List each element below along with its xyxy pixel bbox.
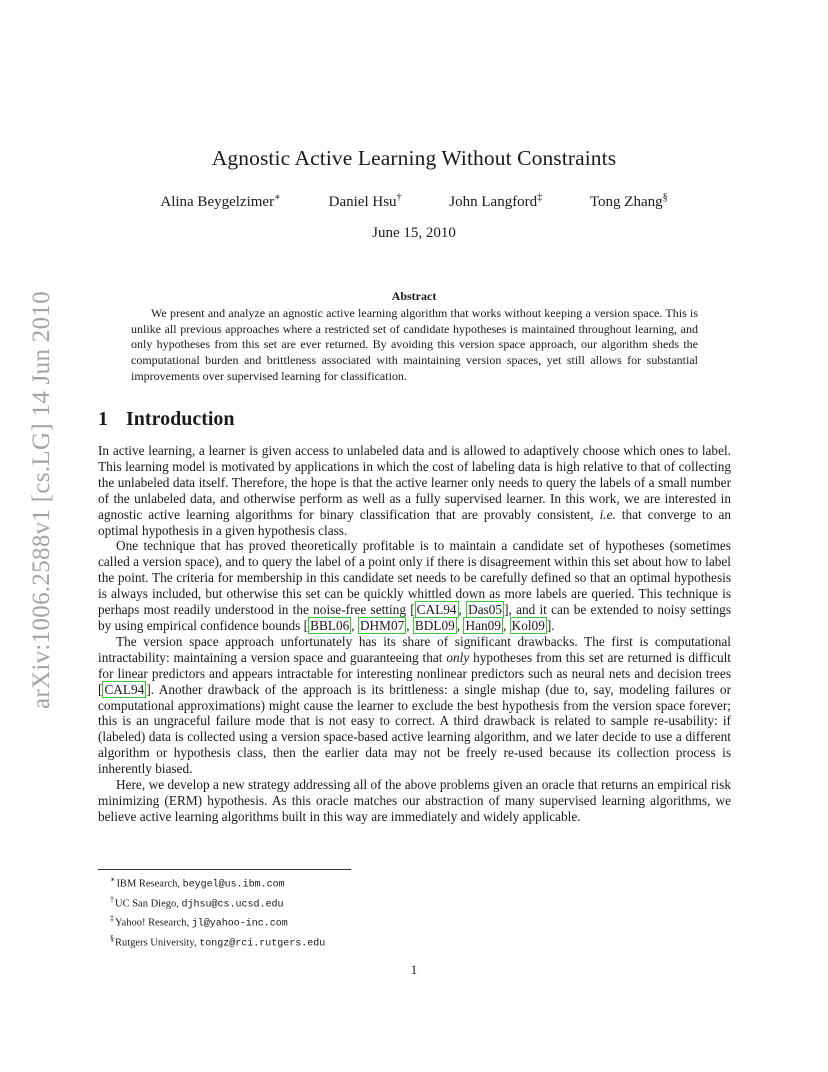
citation-link[interactable]: BDL09	[414, 617, 455, 633]
citation-link[interactable]: BBL06	[310, 617, 350, 633]
citation-link[interactable]: Kol09	[511, 617, 545, 633]
email-address: jl@yahoo-inc.com	[191, 918, 288, 930]
email-address: beygel@us.ibm.com	[182, 879, 285, 891]
author-list	[0, 192, 828, 211]
footnote-item: †UC San Diego, djhsu@cs.ucsd.edu	[110, 894, 284, 910]
author-beygelzimer: Alina Beygelzimer∗	[160, 192, 281, 210]
section-number: 1	[98, 408, 108, 430]
abstract-text: We present and analyze an agnostic active learning algorithm that works without keeping a version space. This is unlike all previous approaches where a restricted set of candidate hypotheses is maintained throughout learning, and only hypotheses from this set are ever returned. By avoiding this version space approach, our algorithm sheds the computational burden and brittleness associated with maintaining version spaces, yet still allows for substantial improvements over supervised learning for classification.	[131, 306, 698, 383]
citation-link[interactable]: Han09	[465, 617, 501, 633]
citation-link[interactable]: CAL94	[104, 681, 145, 697]
email-address: djhsu@cs.ucsd.edu	[181, 899, 284, 910]
author-zhang: Tong Zhang§	[589, 192, 668, 210]
author-hsu: Daniel Hsu†	[328, 192, 402, 210]
arxiv-sidebar-stamp	[22, 260, 62, 740]
author-langford: John Langford‡	[449, 192, 543, 210]
paragraph-4: Here, we develop a new strategy addressing all of the above problems given an oracle that returns an empirical risk minimizing (ERM) hypothesis. As this oracle matches our abstraction of many supervised learning algorithms, we believe active learning algorithms built in this way are immediately and widely applicable.	[98, 777, 731, 824]
citation-link[interactable]: Das05	[468, 602, 503, 618]
paper-date: June 15, 2010	[372, 225, 456, 241]
paragraph-3: The version space approach unfortunately has its share of significant drawbacks. The first is computational intractability: maintaining a version space and guaranteeing that only hypotheses from this set are returned is difficult for linear predictors and appears intractable for interesting nonlinear predictors such as neural nets and decision trees [ CAL94 ]. Another drawback of the approach is its brittleness: a single mishap (due to, say, modeling failures or computational approximations) might cause the learner to exclude the best hypothesis from the version space forever; this is an ungraceful failure mode that is not easy to correct. A third drawback is related to sample re-usability: if (labeled) data is collected using a version space-based active learning algorithm, and we later decide to use a different algorithm or hypothesis class, then the earlier data may not be freely re-used because its collection process is inherently biased.	[98, 633, 731, 777]
footnotes	[110, 873, 325, 951]
footnote-rule	[98, 869, 351, 870]
email-address: tongz@rci.rutgers.edu	[199, 938, 326, 949]
citation-link[interactable]: DHM07	[359, 617, 405, 633]
paper-title: Agnostic Active Learning Without Constraints	[211, 146, 617, 170]
introduction-body	[98, 443, 731, 825]
abstract-heading: Abstract	[391, 289, 437, 303]
paragraph-2: One technique that has proved theoretically profitable is to maintain a candidate set of hypotheses (sometimes called a version space), and to query the label of a point only if there is disagreement within this set about how to label the point. The criteria for membership in this candidate set needs to be carefully defined so that an optimal hypothesis is always included, but otherwise this set can be quickly whittled down as more labels are queried. This technique is perhaps most readily understood in the noise-free setting [ CAL94 , Das05 ], and it can be extended to noisy settings by using empirical confidence bounds [ BBL06 , DHM07 , BDL09 , Han09 , Kol09 ].	[98, 538, 732, 633]
footnote-item: ‡Yahoo! Research, jl@yahoo-inc.com	[110, 914, 288, 930]
paragraph-1: In active learning, a learner is given access to unlabeled data and is allowed to adaptively choose which ones to label. This learning model is motivated by applications in which the cost of labeling data is high relative to that of collecting the unlabeled data itself. Therefore, the hope is that the active learner only needs to query the labels of a small number of the unlabeled data, and otherwise perform as well as a fully supervised learner. In this work, we are interested in agnostic active learning algorithms for binary classification that are provably consistent, i.e. that converge to an optimal hypothesis in a given hypothesis class.	[98, 443, 731, 538]
footnote-item: §Rutgers University, tongz@rci.rutgers.edu	[110, 933, 326, 949]
citation-link[interactable]: CAL94	[416, 602, 457, 618]
section-heading	[98, 408, 235, 431]
section-title: Introduction	[126, 408, 235, 430]
footnote-item: ∗IBM Research, beygel@us.ibm.com	[110, 875, 285, 891]
page-number: 1	[410, 962, 418, 977]
arxiv-identifier: arXiv:1006.2588v1 [cs.LG] 14 Jun 2010	[28, 291, 55, 709]
